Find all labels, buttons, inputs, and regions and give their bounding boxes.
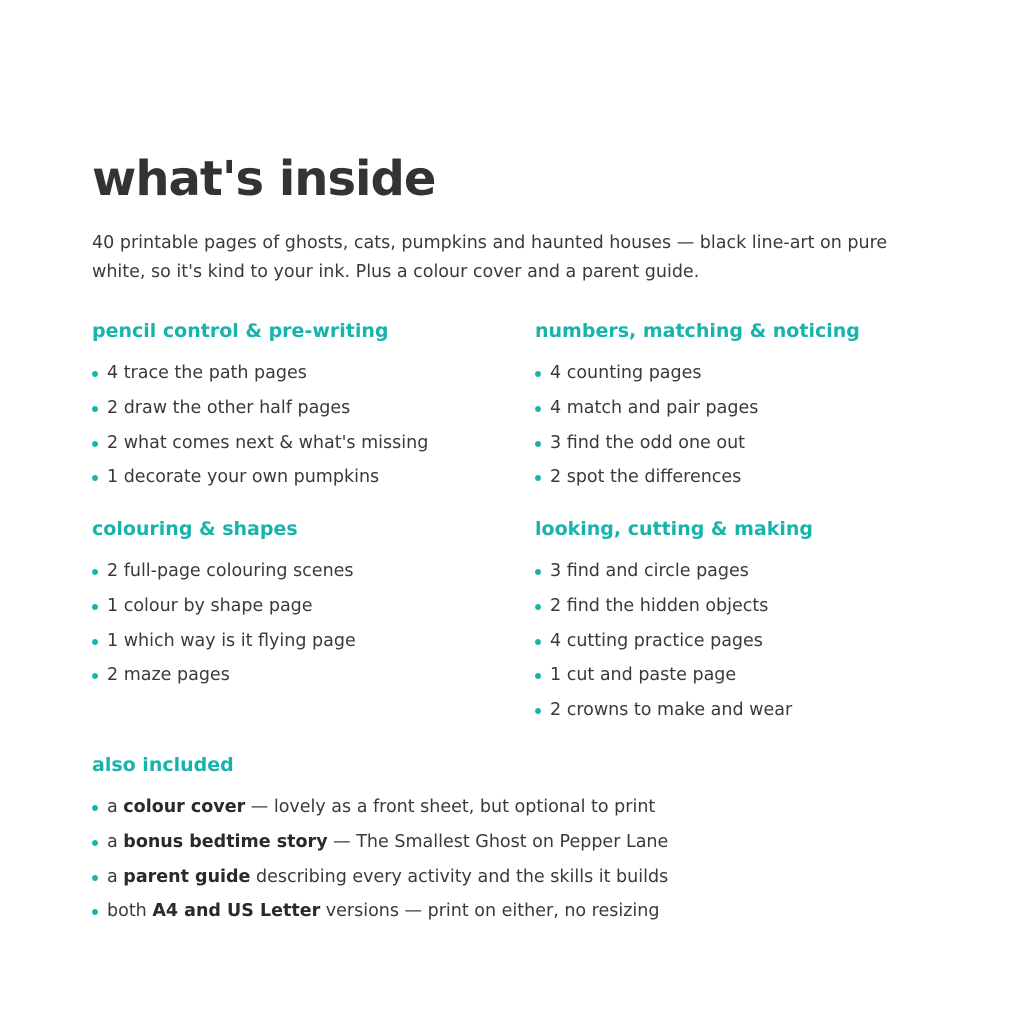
item-text: 4 counting pages	[550, 363, 702, 383]
item-text: 3 find the odd one out	[550, 432, 746, 453]
section-colouring-shapes	[92, 514, 356, 693]
bullet-icon	[92, 673, 98, 679]
item-list	[92, 356, 428, 495]
item-prefix: a	[107, 866, 124, 887]
list-item	[92, 391, 428, 426]
item-text: 4 trace the path pages	[107, 363, 307, 383]
list-item	[92, 356, 428, 391]
intro-paragraph: 40 printable pages of ghosts, cats, pumpkins and haunted houses — black line-art on pure white, so it's kind to your ink. Plus a colour cover and a parent guide.	[92, 233, 888, 282]
list-item	[535, 460, 860, 495]
bullet-icon	[92, 475, 98, 481]
list-item	[92, 554, 356, 589]
list-item	[535, 356, 860, 391]
item-text: 2 maze pages	[107, 665, 230, 686]
bullet-icon	[92, 569, 98, 575]
list-item	[92, 790, 668, 825]
section-heading: numbers, matching & noticing	[535, 320, 860, 342]
item-text: 2 find the hidden objects	[550, 595, 769, 616]
item-text: 2 full-page colouring scenes	[107, 561, 354, 581]
section-heading: looking, cutting & making	[535, 518, 814, 540]
item-text: 2 crowns to make and wear	[550, 700, 793, 721]
item-suffix: — The Smallest Ghost on Pepper Lane	[327, 831, 669, 852]
bullet-icon	[92, 875, 98, 881]
list-item	[92, 426, 428, 461]
bullet-icon	[535, 639, 541, 645]
list-item	[535, 624, 813, 659]
item-text: 1 colour by shape page	[107, 595, 313, 616]
section-heading: also included	[92, 754, 234, 776]
item-highlight: bonus bedtime story	[123, 831, 328, 852]
list-item	[535, 426, 860, 461]
item-text: 2 spot the differences	[550, 467, 742, 488]
page-title: what's inside	[92, 151, 436, 207]
item-list	[92, 790, 668, 929]
item-highlight: A4 and US Letter	[152, 901, 321, 922]
item-list	[535, 356, 860, 495]
bullet-icon	[535, 604, 541, 610]
bullet-icon	[535, 475, 541, 481]
item-text: 1 which way is it flying page	[107, 630, 356, 651]
section-also-included	[92, 750, 668, 929]
item-text: 4 match and pair pages	[550, 397, 759, 418]
item-highlight: parent guide	[123, 866, 251, 887]
section-pencil-control	[92, 316, 428, 495]
item-suffix: — lovely as a front sheet, but optional to print	[245, 797, 656, 817]
list-item	[535, 693, 813, 728]
bullet-icon	[92, 441, 98, 447]
item-text: 1 cut and paste page	[550, 665, 737, 686]
item-text: 2 draw the other half pages	[107, 397, 351, 418]
bullet-icon	[535, 441, 541, 447]
item-list	[92, 554, 356, 693]
item-list	[535, 554, 813, 728]
list-item	[535, 391, 860, 426]
bullet-icon	[92, 805, 98, 811]
bullet-icon	[92, 840, 98, 846]
section-numbers-matching	[535, 316, 860, 495]
list-item	[535, 658, 813, 693]
bullet-icon	[92, 371, 98, 377]
list-item	[92, 460, 428, 495]
bullet-icon	[535, 406, 541, 412]
list-item	[92, 589, 356, 624]
bullet-icon	[92, 639, 98, 645]
item-text: 2 what comes next & what's missing	[107, 432, 429, 453]
section-heading: pencil control & pre-writing	[92, 320, 389, 342]
list-item	[535, 589, 813, 624]
list-item	[92, 860, 668, 895]
item-highlight: colour cover	[123, 797, 246, 817]
bullet-icon	[92, 406, 98, 412]
list-item	[92, 894, 668, 929]
item-text: 4 cutting practice pages	[550, 630, 763, 651]
list-item	[535, 554, 813, 589]
bullet-icon	[92, 604, 98, 610]
bullet-icon	[535, 673, 541, 679]
bullet-icon	[535, 371, 541, 377]
item-suffix: versions — print on either, no resizing	[320, 901, 660, 922]
bullet-icon	[535, 708, 541, 714]
bullet-icon	[92, 909, 98, 915]
item-suffix: describing every activity and the skills it builds	[250, 866, 669, 887]
item-text: 1 decorate your own pumpkins	[107, 467, 380, 488]
list-item	[92, 658, 356, 693]
item-prefix: a	[107, 831, 124, 852]
list-item	[92, 624, 356, 659]
item-prefix: a	[107, 797, 124, 817]
list-item	[92, 825, 668, 860]
section-looking-cutting	[535, 514, 813, 728]
item-text: 3 find and circle pages	[550, 561, 749, 581]
section-heading: colouring & shapes	[92, 518, 298, 540]
item-prefix: both	[107, 901, 153, 922]
bullet-icon	[535, 569, 541, 575]
